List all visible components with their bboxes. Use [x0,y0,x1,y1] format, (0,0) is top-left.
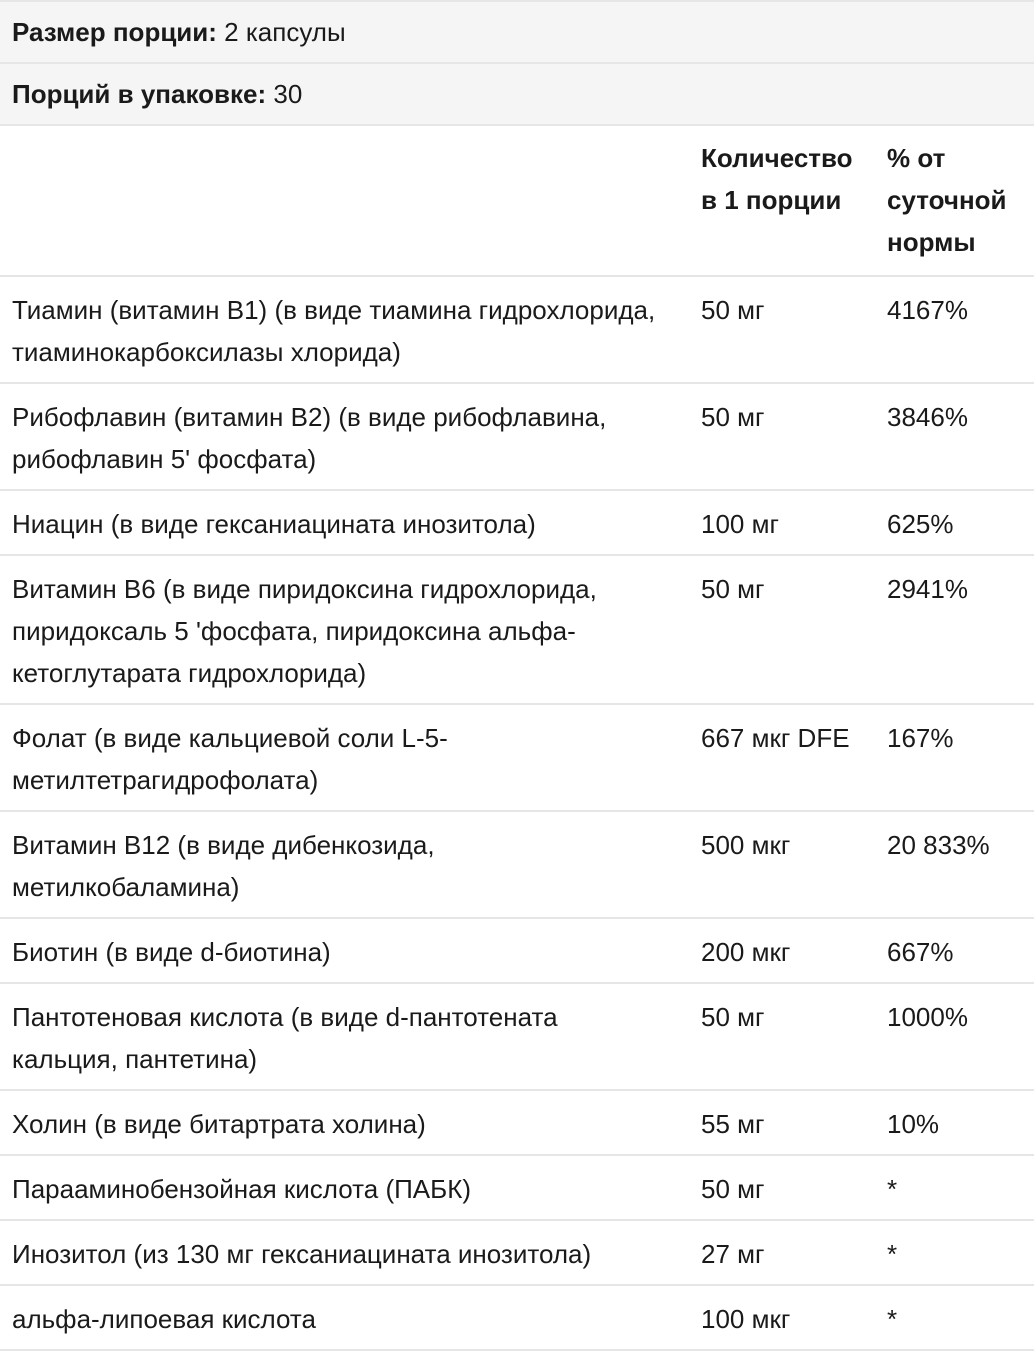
table-row [0,1090,1034,1155]
nutrient-amount: 50 мг [689,983,876,1090]
nutrient-amount: 100 мг [689,490,876,555]
nutrient-daily-value: 2941% [876,555,1034,704]
table-row [0,490,1034,555]
servings-per-container-label: Порций в упаковке: [12,78,267,109]
nutrient-daily-value: 20 833% [876,811,1034,918]
serving-size-label: Размер порции: [12,16,217,47]
nutrient-amount: 667 мкг DFE [689,704,876,811]
nutrient-name: альфа-липоевая кислота [0,1285,689,1350]
nutrient-amount: 50 мг [689,1155,876,1220]
header-name [0,126,689,276]
table-row [0,383,1034,490]
nutrient-name: Ниацин (в виде гексаниацината инозитола) [0,490,689,555]
table-row [0,1155,1034,1220]
table-row [0,1220,1034,1285]
table-row [0,918,1034,983]
nutrient-amount: 27 мг [689,1220,876,1285]
header-daily-value: % от суточной нормы [876,126,1034,276]
table-row [0,983,1034,1090]
nutrient-daily-value: * [876,1155,1034,1220]
table-row [0,276,1034,383]
table-header-row [0,126,1034,276]
nutrient-daily-value: 3846% [876,383,1034,490]
nutrient-amount: 55 мг [689,1090,876,1155]
nutrient-daily-value: 625% [876,490,1034,555]
header-amount: Количество в 1 порции [689,126,876,276]
nutrient-name: Фолат (в виде кальциевой соли L-5-метилтетрагидрофолата) [0,704,689,811]
table-row [0,811,1034,918]
nutrient-amount: 200 мкг [689,918,876,983]
nutrient-name: Холин (в виде битартрата холина) [0,1090,689,1155]
nutrient-name: Тиамин (витамин B1) (в виде тиамина гидрохлорида, тиаминокарбоксилазы хлорида) [0,276,689,383]
nutrient-amount: 50 мг [689,383,876,490]
nutrient-daily-value: 1000% [876,983,1034,1090]
nutrient-daily-value: 167% [876,704,1034,811]
nutrient-daily-value: * [876,1285,1034,1350]
serving-size-value: 2 капсулы [224,16,346,47]
nutrient-daily-value: 667% [876,918,1034,983]
table-row [0,1285,1034,1350]
nutrient-name: Инозитол (из 130 мг гексаниацината инозитола) [0,1220,689,1285]
nutrient-name: Биотин (в виде d-биотина) [0,918,689,983]
nutrient-daily-value: 10% [876,1090,1034,1155]
nutrient-daily-value: * [876,1220,1034,1285]
nutrient-name: Рибофлавин (витамин B2) (в виде рибофлавина, рибофлавин 5' фосфата) [0,383,689,490]
nutrient-amount: 50 мг [689,555,876,704]
nutrient-name: Пантотеновая кислота (в виде d-пантотената кальция, пантетина) [0,983,689,1090]
servings-per-container-row [0,64,1034,126]
nutrient-name: Парааминобензойная кислота (ПАБК) [0,1155,689,1220]
nutrient-amount: 100 мкг [689,1285,876,1350]
nutrient-amount: 500 мкг [689,811,876,918]
nutrient-table [0,126,1034,1351]
table-row [0,555,1034,704]
nutrient-name: Витамин B6 (в виде пиридоксина гидрохлорида, пиридоксаль 5 'фосфата, пиридоксина альфа-кетоглутарата гидрохлорида) [0,555,689,704]
nutrient-amount: 50 мг [689,276,876,383]
serving-size-row [0,2,1034,64]
nutrient-name: Витамин B12 (в виде дибенкозида, метилкобаламина) [0,811,689,918]
nutrient-daily-value: 4167% [876,276,1034,383]
table-row [0,704,1034,811]
servings-per-container-value: 30 [273,78,303,109]
